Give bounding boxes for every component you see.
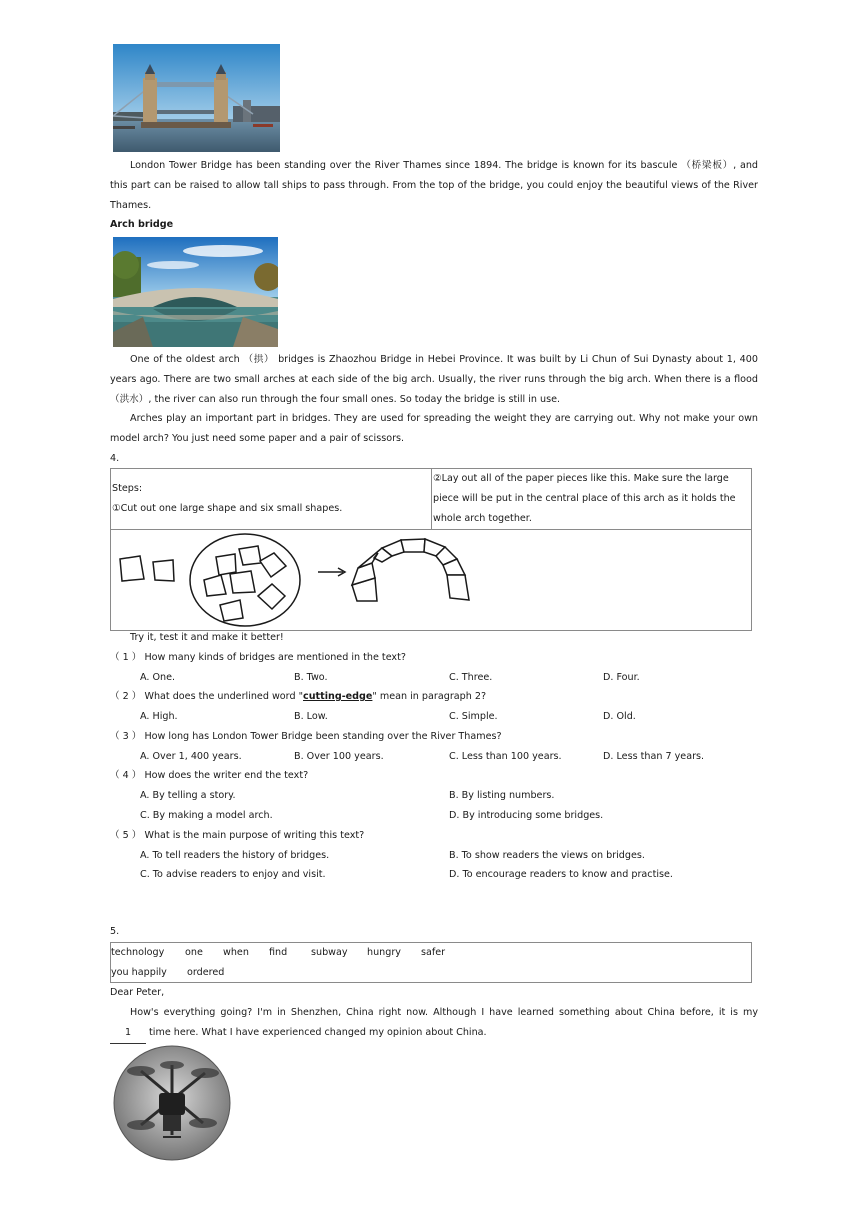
q3-option-b[interactable]: B. Over 100 years. [294, 751, 384, 762]
word-bank-item: one [185, 947, 203, 958]
question-4: （ 4 ） How does the writer end the text? [110, 770, 309, 781]
q4-option-c[interactable]: C. By making a model arch. [140, 810, 273, 821]
q3-option-d[interactable]: D. Less than 7 years. [603, 751, 705, 762]
steps-cell-1 [111, 469, 432, 530]
try-it-text: Try it, test it and make it better! [130, 632, 284, 643]
word-bank-item: you happily [111, 967, 167, 978]
steps-table [110, 468, 752, 631]
question-3: （ 3 ） How long has London Tower Bridge been standing over the River Thames? [110, 731, 502, 742]
step-2-text: ②Lay out all of the paper pieces like this. Make sure the large piece will be put in the central place of this arch as it holds the whole arch together. [433, 473, 736, 524]
q1-option-c[interactable]: C. Three. [449, 672, 493, 683]
blank-1[interactable]: 1 [110, 1023, 146, 1044]
drone-photo [113, 1045, 231, 1162]
word-bank-item: hungry [367, 947, 401, 958]
word-bank-item: find [269, 947, 288, 958]
step-1-text: ①Cut out one large shape and six small shapes. [112, 503, 343, 514]
question-5: （ 5 ） What is the main purpose of writing this text? [110, 830, 365, 841]
q1-option-a[interactable]: A. One. [140, 672, 176, 683]
q4-option-b[interactable]: B. By listing numbers. [449, 790, 555, 801]
q5-option-d[interactable]: D. To encourage readers to know and practise. [449, 869, 673, 880]
arch-bridge-photo [113, 237, 278, 347]
q3-option-a[interactable]: A. Over 1, 400 years. [140, 751, 242, 762]
q2-option-a[interactable]: A. High. [140, 711, 178, 722]
word-bank-box [110, 942, 752, 983]
section-5-number: 5. [110, 926, 120, 937]
q4-option-d[interactable]: D. By introducing some bridges. [449, 810, 604, 821]
steps-label: Steps: [112, 483, 143, 494]
question-2: （ 2 ） What does the underlined word "cutting-edge" mean in paragraph 2? [110, 691, 487, 702]
letter-salutation: Dear Peter, [110, 987, 165, 998]
underlined-word: cutting-edge [303, 691, 373, 702]
q2-option-b[interactable]: B. Low. [294, 711, 328, 722]
tower-bridge-photo [113, 44, 280, 152]
q5-option-b[interactable]: B. To show readers the views on bridges. [449, 850, 645, 861]
word-bank-item: ordered [187, 967, 225, 978]
q1-option-d[interactable]: D. Four. [603, 672, 640, 683]
q4-option-a[interactable]: A. By telling a story. [140, 790, 236, 801]
word-bank-item: subway [311, 947, 348, 958]
intro-paragraph-1: London Tower Bridge has been standing over the River Thames since 1894. The bridge is known for its bascule （桥梁板）, and this part can be raised to allow tall ships to pass through. From the top of the bridge, you could enjoy the beautiful views of the River Thames. [110, 160, 758, 211]
section-4-number: 4. [110, 453, 120, 464]
word-bank-item: safer [421, 947, 446, 958]
letter-paragraph-1: How's everything going? I'm in Shenzhen, China right now. Although I have learned something about China before, it is my 1 time here. What I have experienced changed my opinion about China. [110, 1003, 758, 1044]
word-bank-item: technology [111, 947, 165, 958]
arch-bridge-heading: Arch bridge [110, 219, 174, 230]
q3-option-c[interactable]: C. Less than 100 years. [449, 751, 562, 762]
word-bank-item: when [223, 947, 249, 958]
q5-option-c[interactable]: C. To advise readers to enjoy and visit. [140, 869, 326, 880]
q2-option-d[interactable]: D. Old. [603, 711, 636, 722]
question-1: （ 1 ） How many kinds of bridges are mentioned in the text? [110, 652, 406, 663]
q5-option-a[interactable]: A. To tell readers the history of bridges. [140, 850, 330, 861]
intro-paragraph-2: One of the oldest arch （拱） bridges is Zhaozhou Bridge in Hebei Province. It was built by Li Chun of Sui Dynasty about 1, 400 years ago. There are two small arches at each side of the big arch. Usually, the river runs through the big arch. When there is a flood （洪水）, the river can also run through the four small ones. So today the bridge is still in use. [110, 354, 758, 405]
intro-paragraph-3: Arches play an important part in bridges. They are used for spreading the weight they are carrying out. Why not make your own model arch? You just need some paper and a pair of scissors. [110, 413, 758, 444]
q2-option-c[interactable]: C. Simple. [449, 711, 498, 722]
q1-option-b[interactable]: B. Two. [294, 672, 328, 683]
steps-cell-2 [432, 469, 752, 530]
paper-arch-diagram [112, 530, 512, 630]
diagram-cell [111, 530, 752, 631]
